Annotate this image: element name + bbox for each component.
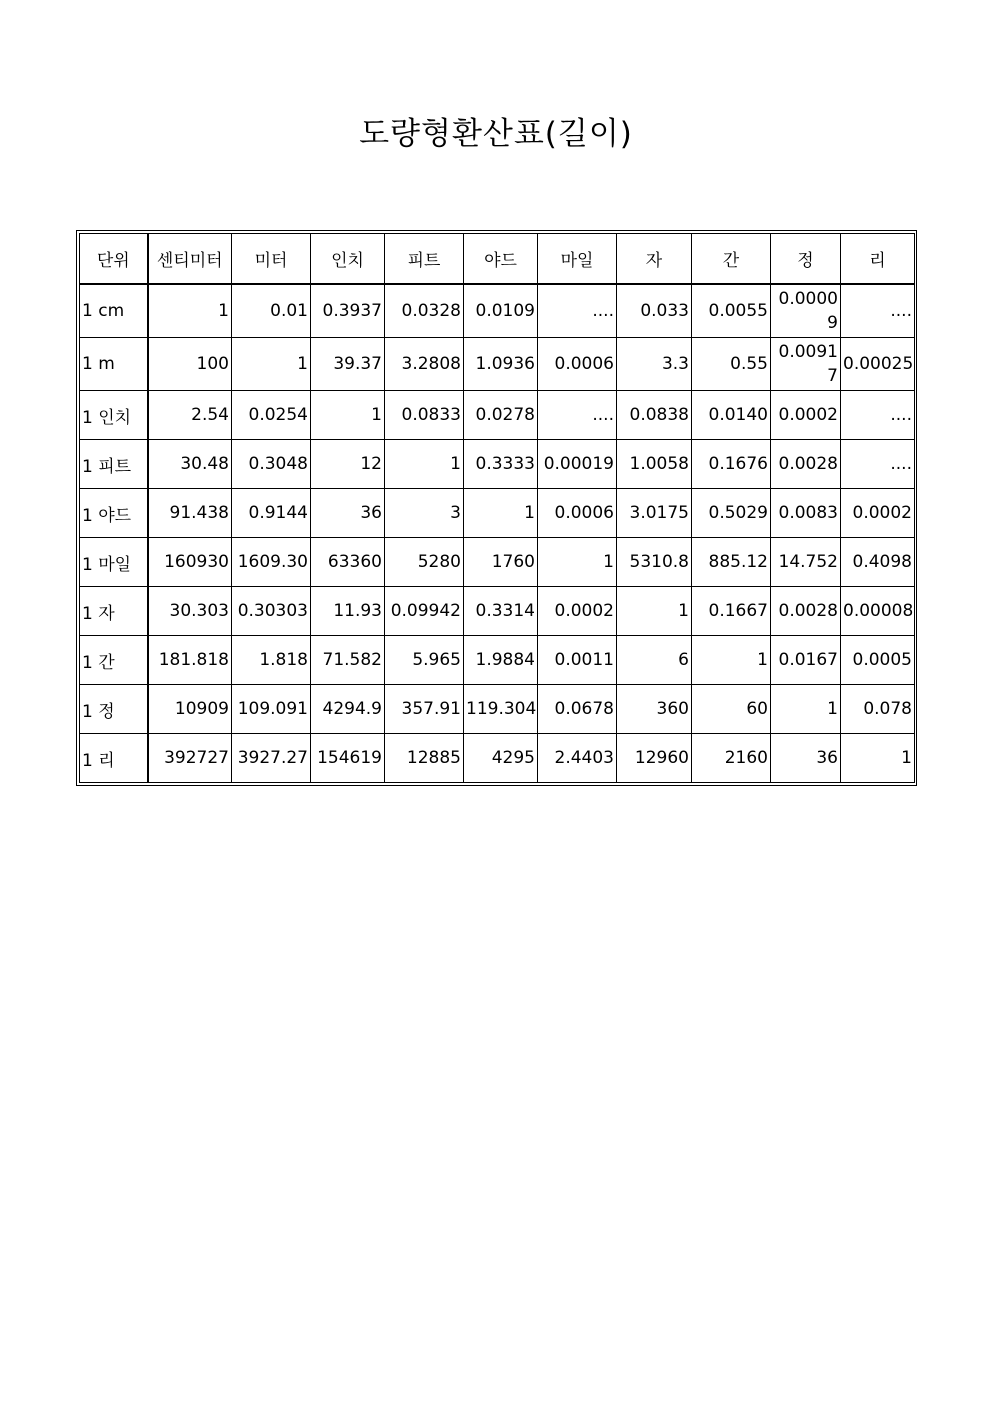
row-unit-cell: 1 인치 xyxy=(80,391,148,440)
table-cell: 3.0175 xyxy=(617,489,692,538)
table-cell: 0.0328 xyxy=(385,284,464,338)
table-cell: 36 xyxy=(771,734,841,783)
table-cell: 63360 xyxy=(311,538,385,587)
row-unit-cell: 1 정 xyxy=(80,685,148,734)
table-cell: 5310.8 xyxy=(617,538,692,587)
table-cell: 0.1676 xyxy=(692,440,771,489)
table-cell: 1 xyxy=(617,587,692,636)
table-cell: 885.12 xyxy=(692,538,771,587)
table-cell: 1 xyxy=(841,734,915,783)
header-cell-feet: 피트 xyxy=(385,234,464,285)
table-cell: 91.438 xyxy=(148,489,232,538)
table-cell: 60 xyxy=(692,685,771,734)
table-row xyxy=(80,587,915,636)
table-cell: .... xyxy=(841,440,915,489)
header-cell-ja: 자 xyxy=(617,234,692,285)
table-cell: 0.00009 xyxy=(771,284,841,338)
header-cell-meter: 미터 xyxy=(232,234,311,285)
table-cell: 1.818 xyxy=(232,636,311,685)
table-cell: 119.304 xyxy=(464,685,538,734)
table-cell: 0.3333 xyxy=(464,440,538,489)
table-cell: 0.0011 xyxy=(538,636,617,685)
table-cell: 11.93 xyxy=(311,587,385,636)
table-cell: .... xyxy=(841,391,915,440)
table-cell: 1 xyxy=(385,440,464,489)
conversion-table-frame xyxy=(76,230,917,786)
row-unit-cell: 1 피트 xyxy=(80,440,148,489)
table-cell: 0.00008 xyxy=(841,587,915,636)
table-cell: 0.5029 xyxy=(692,489,771,538)
table-cell: 1 xyxy=(232,338,311,391)
table-cell: 12885 xyxy=(385,734,464,783)
table-cell: 39.37 xyxy=(311,338,385,391)
table-cell: 30.48 xyxy=(148,440,232,489)
row-unit-cell: 1 마일 xyxy=(80,538,148,587)
table-cell: 0.3048 xyxy=(232,440,311,489)
table-cell: 0.0083 xyxy=(771,489,841,538)
table-cell: 154619 xyxy=(311,734,385,783)
table-cell: 3 xyxy=(385,489,464,538)
table-cell: 0.0002 xyxy=(771,391,841,440)
length-conversion-table xyxy=(79,233,915,783)
header-row xyxy=(80,234,915,285)
table-cell: 4294.9 xyxy=(311,685,385,734)
table-row xyxy=(80,284,915,338)
table-cell: 5280 xyxy=(385,538,464,587)
table-cell: 6 xyxy=(617,636,692,685)
table-cell: 14.752 xyxy=(771,538,841,587)
header-cell-inch: 인치 xyxy=(311,234,385,285)
table-cell: 181.818 xyxy=(148,636,232,685)
table-cell: 0.00917 xyxy=(771,338,841,391)
row-unit-cell: 1 cm xyxy=(80,284,148,338)
table-cell: 4295 xyxy=(464,734,538,783)
table-row xyxy=(80,391,915,440)
table-cell: 0.0109 xyxy=(464,284,538,338)
header-cell-centimeter: 센티미터 xyxy=(148,234,232,285)
table-cell: 357.91 xyxy=(385,685,464,734)
table-cell: 0.0055 xyxy=(692,284,771,338)
table-cell: 1 xyxy=(692,636,771,685)
table-row xyxy=(80,440,915,489)
row-unit-cell: 1 자 xyxy=(80,587,148,636)
table-cell: 0.1667 xyxy=(692,587,771,636)
table-cell: 1.9884 xyxy=(464,636,538,685)
table-cell: 12960 xyxy=(617,734,692,783)
row-unit-cell: 1 야드 xyxy=(80,489,148,538)
table-cell: 1 xyxy=(538,538,617,587)
table-cell: .... xyxy=(538,284,617,338)
table-cell: 0.0006 xyxy=(538,489,617,538)
table-cell: .... xyxy=(538,391,617,440)
table-cell: 0.078 xyxy=(841,685,915,734)
header-cell-mile: 마일 xyxy=(538,234,617,285)
table-cell: 109.091 xyxy=(232,685,311,734)
table-cell: 360 xyxy=(617,685,692,734)
table-cell: 2160 xyxy=(692,734,771,783)
table-cell: 2.54 xyxy=(148,391,232,440)
row-unit-cell: 1 m xyxy=(80,338,148,391)
table-cell: 1760 xyxy=(464,538,538,587)
table-cell: 0.3314 xyxy=(464,587,538,636)
table-cell: 1 xyxy=(464,489,538,538)
table-cell: 5.965 xyxy=(385,636,464,685)
table-cell: 0.4098 xyxy=(841,538,915,587)
table-cell: 3927.27 xyxy=(232,734,311,783)
table-cell: 0.0006 xyxy=(538,338,617,391)
table-cell: 71.582 xyxy=(311,636,385,685)
table-cell: 0.30303 xyxy=(232,587,311,636)
row-unit-cell: 1 리 xyxy=(80,734,148,783)
table-cell: 1.0936 xyxy=(464,338,538,391)
table-row xyxy=(80,636,915,685)
table-cell: 0.033 xyxy=(617,284,692,338)
table-cell: 0.0028 xyxy=(771,440,841,489)
table-cell: 0.9144 xyxy=(232,489,311,538)
table-cell: 0.0002 xyxy=(538,587,617,636)
table-cell: 0.0140 xyxy=(692,391,771,440)
table-cell: 0.0254 xyxy=(232,391,311,440)
table-cell: 0.00025 xyxy=(841,338,915,391)
table-cell: 0.0278 xyxy=(464,391,538,440)
table-row xyxy=(80,338,915,391)
table-cell: 0.01 xyxy=(232,284,311,338)
table-cell: 36 xyxy=(311,489,385,538)
row-unit-cell: 1 간 xyxy=(80,636,148,685)
table-cell: 1609.30 xyxy=(232,538,311,587)
header-cell-jeong: 정 xyxy=(771,234,841,285)
table-row xyxy=(80,685,915,734)
header-cell-yard: 야드 xyxy=(464,234,538,285)
table-cell: 1 xyxy=(311,391,385,440)
table-cell: 0.0028 xyxy=(771,587,841,636)
table-row xyxy=(80,489,915,538)
table-cell: 0.0167 xyxy=(771,636,841,685)
table-cell: 0.0678 xyxy=(538,685,617,734)
table-cell: 1.0058 xyxy=(617,440,692,489)
table-cell: 0.09942 xyxy=(385,587,464,636)
table-cell: 160930 xyxy=(148,538,232,587)
table-cell: 100 xyxy=(148,338,232,391)
table-cell: 392727 xyxy=(148,734,232,783)
table-cell: 3.3 xyxy=(617,338,692,391)
header-cell-ri: 리 xyxy=(841,234,915,285)
table-cell: 1 xyxy=(148,284,232,338)
table-cell: 0.0833 xyxy=(385,391,464,440)
table-cell: 2.4403 xyxy=(538,734,617,783)
header-cell-unit: 단위 xyxy=(80,234,148,285)
table-cell: 10909 xyxy=(148,685,232,734)
table-cell: 1 xyxy=(771,685,841,734)
table-cell: 0.55 xyxy=(692,338,771,391)
table-cell: 0.0005 xyxy=(841,636,915,685)
table-cell: 0.0002 xyxy=(841,489,915,538)
table-cell: 0.00019 xyxy=(538,440,617,489)
page-title: 도량형환산표(길이) xyxy=(359,116,633,152)
table-cell: .... xyxy=(841,284,915,338)
table-cell: 0.3937 xyxy=(311,284,385,338)
table-row xyxy=(80,734,915,783)
table-row xyxy=(80,538,915,587)
table-cell: 3.2808 xyxy=(385,338,464,391)
table-cell: 30.303 xyxy=(148,587,232,636)
header-cell-gan: 간 xyxy=(692,234,771,285)
table-cell: 12 xyxy=(311,440,385,489)
table-cell: 0.0838 xyxy=(617,391,692,440)
